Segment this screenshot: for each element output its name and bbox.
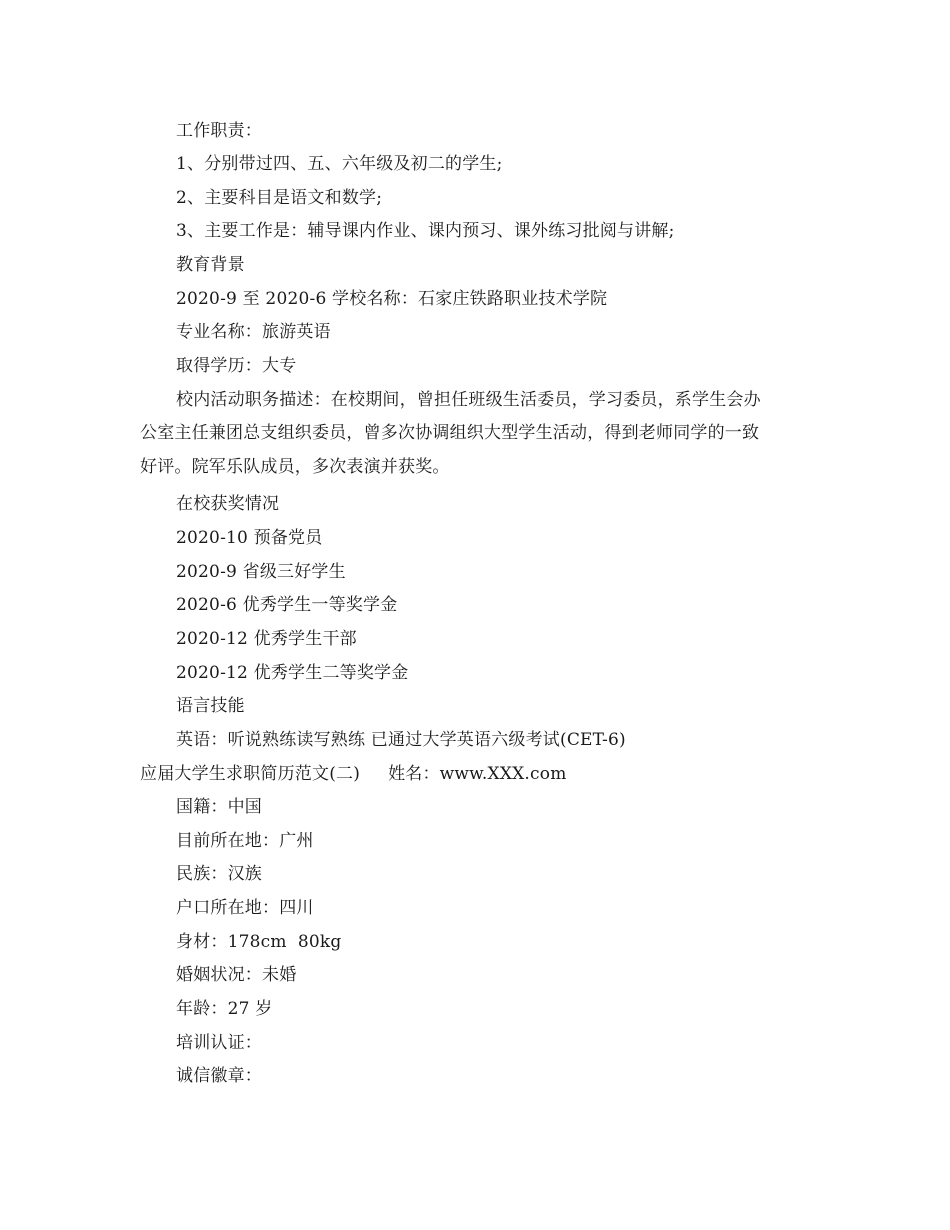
duty-item-1: 1、分别带过四、五、六年级及初二的学生;	[176, 154, 503, 174]
info-hukou: 户口所在地：四川	[176, 898, 314, 918]
award-item-5: 2020-12 优秀学生二等奖学金	[176, 663, 409, 683]
info-training-certification: 培训认证：	[176, 1033, 262, 1053]
heading-job-duties: 工作职责：	[176, 121, 262, 141]
duty-item-2: 2、主要科目是语文和数学;	[176, 188, 383, 208]
info-age: 年龄：27 岁	[176, 999, 273, 1019]
award-item-4: 2020-12 优秀学生干部	[176, 629, 357, 649]
info-nationality: 国籍：中国	[176, 797, 262, 817]
duty-item-3: 3、主要工作是：辅导课内作业、课内预习、课外练习批阅与讲解;	[176, 221, 675, 241]
education-school: 2020-9 至 2020-6 学校名称：石家庄铁路职业技术学院	[176, 289, 608, 309]
info-integrity-badge: 诚信徽章：	[176, 1066, 262, 1086]
award-item-2: 2020-9 省级三好学生	[176, 562, 346, 582]
heading-education: 教育背景	[176, 255, 245, 275]
heading-language-skills: 语言技能	[176, 696, 245, 716]
info-ethnicity: 民族：汉族	[176, 864, 262, 884]
activities-line-2: 公室主任兼团总支组织委员，曾多次协调组织大型学生活动，得到老师同学的一致	[140, 423, 760, 443]
education-degree: 取得学历：大专	[176, 356, 297, 376]
heading-awards: 在校获奖情况	[176, 494, 280, 514]
info-location: 目前所在地：广州	[176, 831, 314, 851]
activities-line-1: 校内活动职务描述：在校期间，曾担任班级生活委员，学习委员，系学生会办	[176, 390, 761, 410]
language-english: 英语：听说熟练读写熟练 已通过大学英语六级考试(CET-6)	[176, 730, 626, 750]
activities-line-3: 好评。院军乐队成员，多次表演并获奖。	[140, 457, 450, 477]
award-item-1: 2020-10 预备党员	[176, 528, 323, 548]
award-item-3: 2020-6 优秀学生一等奖学金	[176, 595, 398, 615]
education-major: 专业名称：旅游英语	[176, 322, 331, 342]
resume-title: 应届大学生求职简历范文(二) 姓名：www.XXX.com	[140, 764, 567, 784]
info-physique: 身材：178cm 80kg	[176, 932, 342, 952]
info-marital-status: 婚姻状况：未婚	[176, 965, 297, 985]
